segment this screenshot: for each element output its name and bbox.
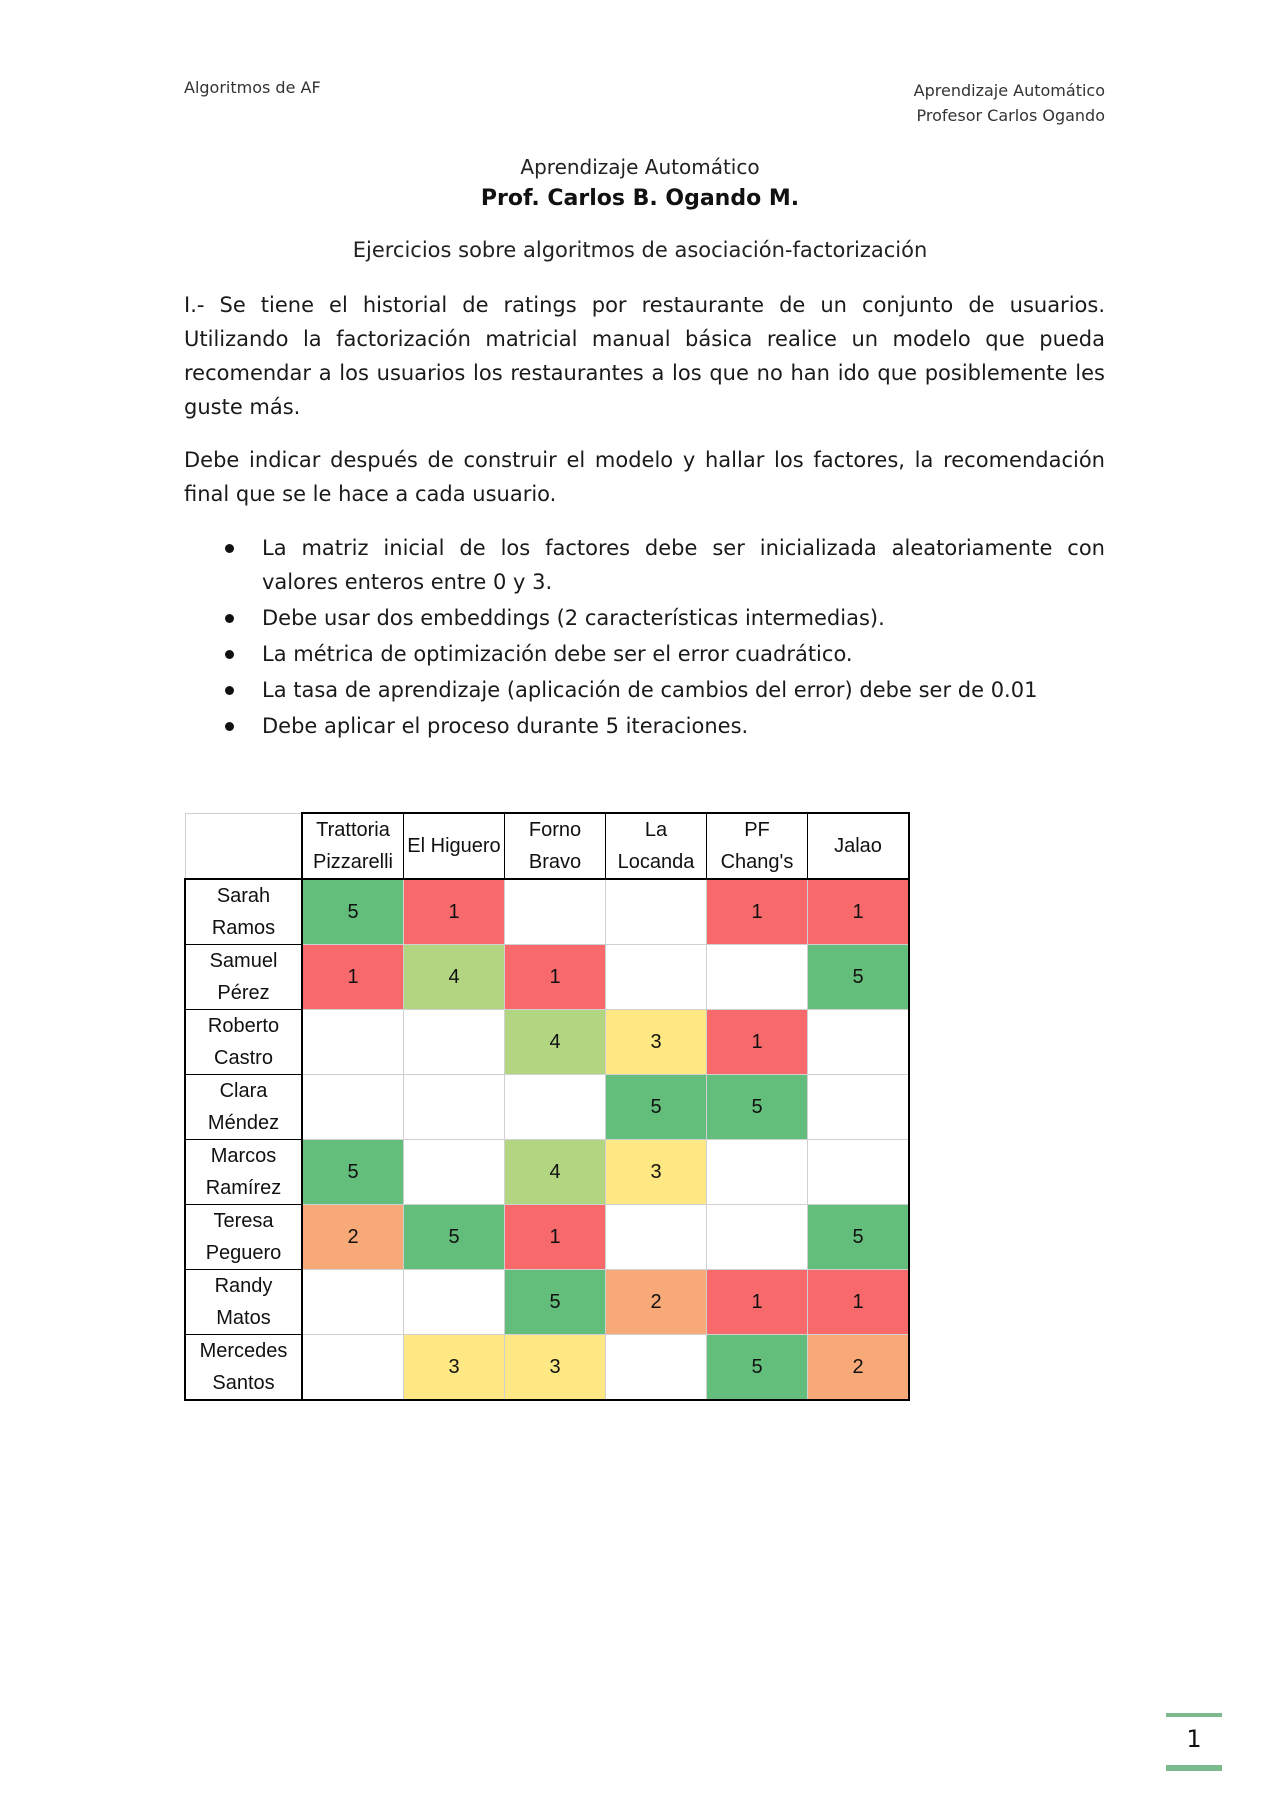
rating-cell bbox=[302, 1075, 404, 1140]
list-item bbox=[184, 531, 1105, 599]
page-number-box bbox=[1166, 1713, 1222, 1769]
column-header: Trattoria Pizzarelli bbox=[302, 813, 404, 879]
rating-cell: 1 bbox=[505, 1205, 606, 1270]
header-right-line2: Profesor Carlos Ogando bbox=[916, 106, 1105, 125]
rating-cell: 1 bbox=[707, 1270, 808, 1335]
header-right bbox=[914, 78, 1105, 128]
rating-cell: 5 bbox=[808, 1205, 910, 1270]
rating-cell bbox=[505, 879, 606, 945]
list-item-text: La tasa de aprendizaje (aplicación de cambios del error) debe ser de 0.01 bbox=[262, 678, 1038, 702]
list-item bbox=[184, 637, 1105, 671]
bullet-icon bbox=[225, 722, 234, 731]
requirements-list bbox=[184, 531, 1105, 745]
table-row bbox=[185, 1205, 909, 1270]
list-item-text: La matriz inicial de los factores debe ser inicializada aleatoriamente con valores enteros entre 0 y 3. bbox=[262, 536, 1105, 594]
rating-cell bbox=[606, 1205, 707, 1270]
rating-cell bbox=[404, 1075, 505, 1140]
row-header-user: Teresa Peguero bbox=[185, 1205, 302, 1270]
bullet-icon bbox=[225, 614, 234, 623]
rating-cell bbox=[606, 879, 707, 945]
table-row bbox=[185, 1270, 909, 1335]
row-header-user: Marcos Ramírez bbox=[185, 1140, 302, 1205]
rating-cell: 5 bbox=[302, 1140, 404, 1205]
rating-cell: 5 bbox=[302, 879, 404, 945]
table-row bbox=[185, 945, 909, 1010]
list-item bbox=[184, 601, 1105, 635]
course-title: Aprendizaje Automático bbox=[520, 155, 760, 179]
rating-cell bbox=[808, 1075, 910, 1140]
row-header-user: Clara Méndez bbox=[185, 1075, 302, 1140]
paragraph-1: I.- Se tiene el historial de ratings por restaurante de un conjunto de usuarios. Utilizando la factorización matricial manual básica realice un modelo que pueda recomendar a los usuarios los restaurantes a los que no han ido que posiblemente les guste más. bbox=[184, 293, 1105, 419]
column-header: El Higuero bbox=[404, 813, 505, 879]
rating-cell: 1 bbox=[404, 879, 505, 945]
rating-cell: 3 bbox=[505, 1335, 606, 1401]
rating-cell bbox=[505, 1075, 606, 1140]
rating-cell: 1 bbox=[808, 1270, 910, 1335]
column-header: Jalao bbox=[808, 813, 910, 879]
row-header-user: Roberto Castro bbox=[185, 1010, 302, 1075]
rating-cell bbox=[707, 945, 808, 1010]
ratings-table bbox=[184, 812, 910, 1401]
rating-cell: 5 bbox=[505, 1270, 606, 1335]
table-row bbox=[185, 879, 909, 945]
rating-cell: 5 bbox=[707, 1075, 808, 1140]
rating-cell: 1 bbox=[707, 1010, 808, 1075]
rating-cell: 1 bbox=[707, 879, 808, 945]
rating-cell: 1 bbox=[505, 945, 606, 1010]
header-left: Algoritmos de AF bbox=[184, 78, 321, 97]
rating-cell bbox=[606, 945, 707, 1010]
page-number-bottom-bar bbox=[1166, 1765, 1222, 1771]
bullet-icon bbox=[225, 650, 234, 659]
rating-cell bbox=[404, 1270, 505, 1335]
list-item-text: Debe aplicar el proceso durante 5 iteraciones. bbox=[262, 714, 749, 738]
column-header: PF Chang's bbox=[707, 813, 808, 879]
list-item bbox=[184, 709, 1105, 743]
paragraph-2: Debe indicar después de construir el modelo y hallar los factores, la recomendación final que se le hace a cada usuario. bbox=[184, 448, 1105, 506]
list-item bbox=[184, 673, 1105, 707]
rating-cell: 4 bbox=[505, 1010, 606, 1075]
header-right-line1: Aprendizaje Automático bbox=[913, 81, 1105, 100]
bullet-icon bbox=[225, 686, 234, 695]
rating-cell: 4 bbox=[404, 945, 505, 1010]
rating-cell: 1 bbox=[302, 945, 404, 1010]
rating-cell: 3 bbox=[404, 1335, 505, 1401]
bullet-icon bbox=[225, 544, 234, 553]
rating-cell: 2 bbox=[302, 1205, 404, 1270]
rating-cell bbox=[302, 1335, 404, 1401]
rating-cell: 3 bbox=[606, 1140, 707, 1205]
page-number-top-bar bbox=[1166, 1713, 1222, 1717]
rating-cell bbox=[606, 1335, 707, 1401]
list-item-text: La métrica de optimización debe ser el error cuadrático. bbox=[262, 642, 853, 666]
list-item-text: Debe usar dos embeddings (2 características intermedias). bbox=[262, 606, 885, 630]
row-header-user: Mercedes Santos bbox=[185, 1335, 302, 1401]
column-header: Forno Bravo bbox=[505, 813, 606, 879]
rating-cell bbox=[808, 1010, 910, 1075]
rating-cell: 5 bbox=[707, 1335, 808, 1401]
row-header-user: Samuel Pérez bbox=[185, 945, 302, 1010]
rating-cell bbox=[302, 1270, 404, 1335]
row-header-user: Sarah Ramos bbox=[185, 879, 302, 945]
rating-cell bbox=[404, 1140, 505, 1205]
rating-cell: 2 bbox=[808, 1335, 910, 1401]
professor-name: Prof. Carlos B. Ogando M. bbox=[480, 186, 800, 211]
rating-cell bbox=[808, 1140, 910, 1205]
rating-cell bbox=[707, 1205, 808, 1270]
rating-cell bbox=[302, 1010, 404, 1075]
table-corner-cell bbox=[185, 813, 302, 879]
table-header-row bbox=[185, 813, 909, 879]
column-header: La Locanda bbox=[606, 813, 707, 879]
table-row bbox=[185, 1335, 909, 1401]
rating-cell bbox=[707, 1140, 808, 1205]
rating-cell: 5 bbox=[404, 1205, 505, 1270]
rating-cell: 4 bbox=[505, 1140, 606, 1205]
rating-cell: 2 bbox=[606, 1270, 707, 1335]
table-row bbox=[185, 1010, 909, 1075]
table-row bbox=[185, 1140, 909, 1205]
rating-cell: 1 bbox=[808, 879, 910, 945]
page-number: 1 bbox=[1186, 1725, 1202, 1753]
exercise-subtitle: Ejercicios sobre algoritmos de asociación-factorización bbox=[352, 238, 928, 262]
rating-cell bbox=[404, 1010, 505, 1075]
rating-cell: 5 bbox=[808, 945, 910, 1010]
rating-cell: 5 bbox=[606, 1075, 707, 1140]
rating-cell: 3 bbox=[606, 1010, 707, 1075]
table-row bbox=[185, 1075, 909, 1140]
row-header-user: Randy Matos bbox=[185, 1270, 302, 1335]
